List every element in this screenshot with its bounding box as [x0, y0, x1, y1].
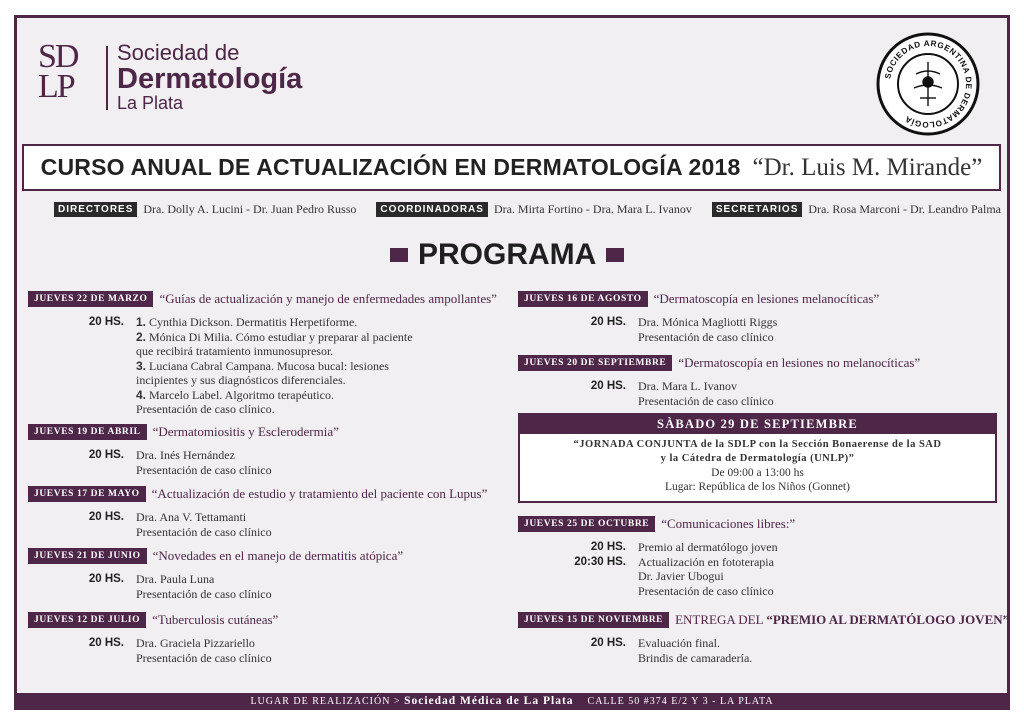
venue-address: CALLE 50 #374 E/2 Y 3 - LA PLATA [587, 696, 774, 707]
session-abril [28, 424, 339, 477]
session-topic: “Dermatomiositis y Esclerodermia” [152, 424, 339, 439]
session-septiembre [518, 355, 920, 408]
date-tag: JUEVES 17 DE MAYO [28, 486, 146, 502]
venue-footer [14, 693, 1010, 710]
session-junio [28, 548, 403, 601]
session-mayo [28, 486, 487, 539]
session-topic: “Guías de actualización y manejo de enfermedades ampollantes” [159, 291, 497, 306]
session-julio [28, 612, 278, 665]
session-speakers: Evaluación final. Brindis de camaradería. [638, 636, 753, 665]
session-hour: 20 HS. 20:30 HS. [574, 541, 626, 568]
session-topic: “Comunicaciones libres:” [661, 516, 796, 531]
session-speakers: Dra. Inés Hernández Presentación de caso clínico [136, 448, 272, 477]
programa-heading: PROGRAMA [390, 238, 624, 272]
session-speakers: Dra. Ana V. Tettamanti Presentación de caso clínico [136, 510, 272, 539]
role-names-secretarios: Dra. Rosa Marconi - Dr. Leandro Palma [808, 202, 1001, 216]
session-hour: 20 HS. [590, 637, 626, 649]
session-hour: 20 HS. [590, 380, 626, 392]
session-hour: 20 HS. [88, 511, 124, 523]
venue-label: LUGAR DE REALIZACIÓN > [250, 696, 401, 707]
logo-divider [106, 46, 108, 110]
session-hour: 20 HS. [88, 316, 124, 328]
title-honoree: “Dr. Luis M. Mirande” [752, 153, 983, 181]
session-topic: ENTREGA DEL “PREMIO AL DERMATÓLOGO JOVEN” [675, 612, 1010, 627]
venue-place: Sociedad Médica de La Plata [404, 695, 574, 707]
session-speakers: Dra. Mónica Magliotti Riggs Presentación de caso clínico [638, 315, 778, 344]
session-topic: “Novedades en el manejo de dermatitis atópica” [152, 548, 404, 563]
session-agosto [518, 291, 879, 344]
role-tag-secretarios: SECRETARIOS [712, 202, 803, 217]
date-tag: JUEVES 25 DE OCTUBRE [518, 516, 655, 532]
logo-text: Sociedad de Dermatología La Plata [117, 40, 303, 113]
session-topic: “Dermatoscopía en lesiones no melanocíticas” [678, 355, 921, 370]
role-tag-directores: DIRECTORES [54, 202, 137, 217]
session-marzo [28, 291, 497, 417]
session-speakers: 1. Cynthia Dickson. Dermatitis Herpetiforme. 2. Mónica Di Milia. Cómo estudiar y preparar al paciente que recibirá tratamiento inmunosupresor. 3. Luciana Cabral Campana. Mucosa bucal: lesiones incipientes y sus diagnósticos diferenciales. 4. Marcelo Label. Algoritmo terapéutico. Presentación de caso clínico. [136, 315, 413, 416]
session-hour: 20 HS. [88, 637, 124, 649]
session-speakers: Dra. Graciela Pizzariello Presentación de caso clínico [136, 636, 272, 665]
session-hour: 20 HS. [590, 316, 626, 328]
date-tag: JUEVES 16 DE AGOSTO [518, 291, 648, 307]
seal-text: SOCIEDAD ARGENTINA DE DERMATOLOGÍA [883, 38, 974, 130]
role-tag-coordinadoras: COORDINADORAS [376, 202, 488, 217]
date-tag: JUEVES 12 DE JULIO [28, 612, 146, 628]
sdlp-logo [38, 38, 303, 113]
role-names-coordinadoras: Dra. Mirta Fortino - Dra. Mara L. Ivanov [493, 202, 692, 216]
session-hour: 20 HS. [88, 573, 124, 585]
square-bullet-icon [606, 248, 624, 262]
session-speakers: Dra. Mara L. Ivanov Presentación de caso clínico [638, 379, 774, 408]
date-tag: JUEVES 20 DE SEPTIEMBRE [518, 355, 672, 371]
square-bullet-icon [390, 248, 408, 262]
jornada-details: “JORNADA CONJUNTA de la SDLP con la Sección Bonaerense de la SAD y la Cátedra de Dermatología (UNLP)” De 09:00 a 13:00 hs Lugar: República de los Niños (Gonnet) [573, 439, 942, 493]
date-tag: JUEVES 22 DE MARZO [28, 291, 153, 307]
session-topic: “Dermatoscopía en lesiones melanocíticas” [653, 291, 880, 306]
logo-monogram: SD LP [38, 38, 78, 105]
session-speakers: Dra. Paula Luna Presentación de caso clínico [136, 572, 272, 601]
session-topic: “Actualización de estudio y tratamiento del paciente con Lupus” [151, 486, 488, 501]
session-speakers: Premio al dermatólogo joven Actualización en fototerapia Dr. Javier Ubogui Presentación de caso clínico [638, 540, 778, 598]
course-title [22, 144, 1001, 191]
session-noviembre [518, 612, 1009, 665]
title-main: CURSO ANUAL DE ACTUALIZACIÓN EN DERMATOLOGÍA 2018 [40, 154, 741, 180]
sad-seal-icon [876, 32, 980, 136]
date-tag: JUEVES 19 DE ABRIL [28, 424, 147, 440]
organizers-row [54, 202, 1001, 217]
session-hour: 20 HS. [88, 449, 124, 461]
session-topic: “Tuberculosis cutáneas” [152, 612, 279, 627]
date-tag: JUEVES 21 DE JUNIO [28, 548, 147, 564]
date-tag: JUEVES 15 DE NOVIEMBRE [518, 612, 669, 628]
role-names-directores: Dra. Dolly A. Lucini - Dr. Juan Pedro Russo [143, 202, 357, 216]
jornada-date: SÀBADO 29 DE SEPTIEMBRE [520, 415, 995, 434]
session-octubre [518, 516, 795, 598]
jornada-box [518, 413, 997, 503]
